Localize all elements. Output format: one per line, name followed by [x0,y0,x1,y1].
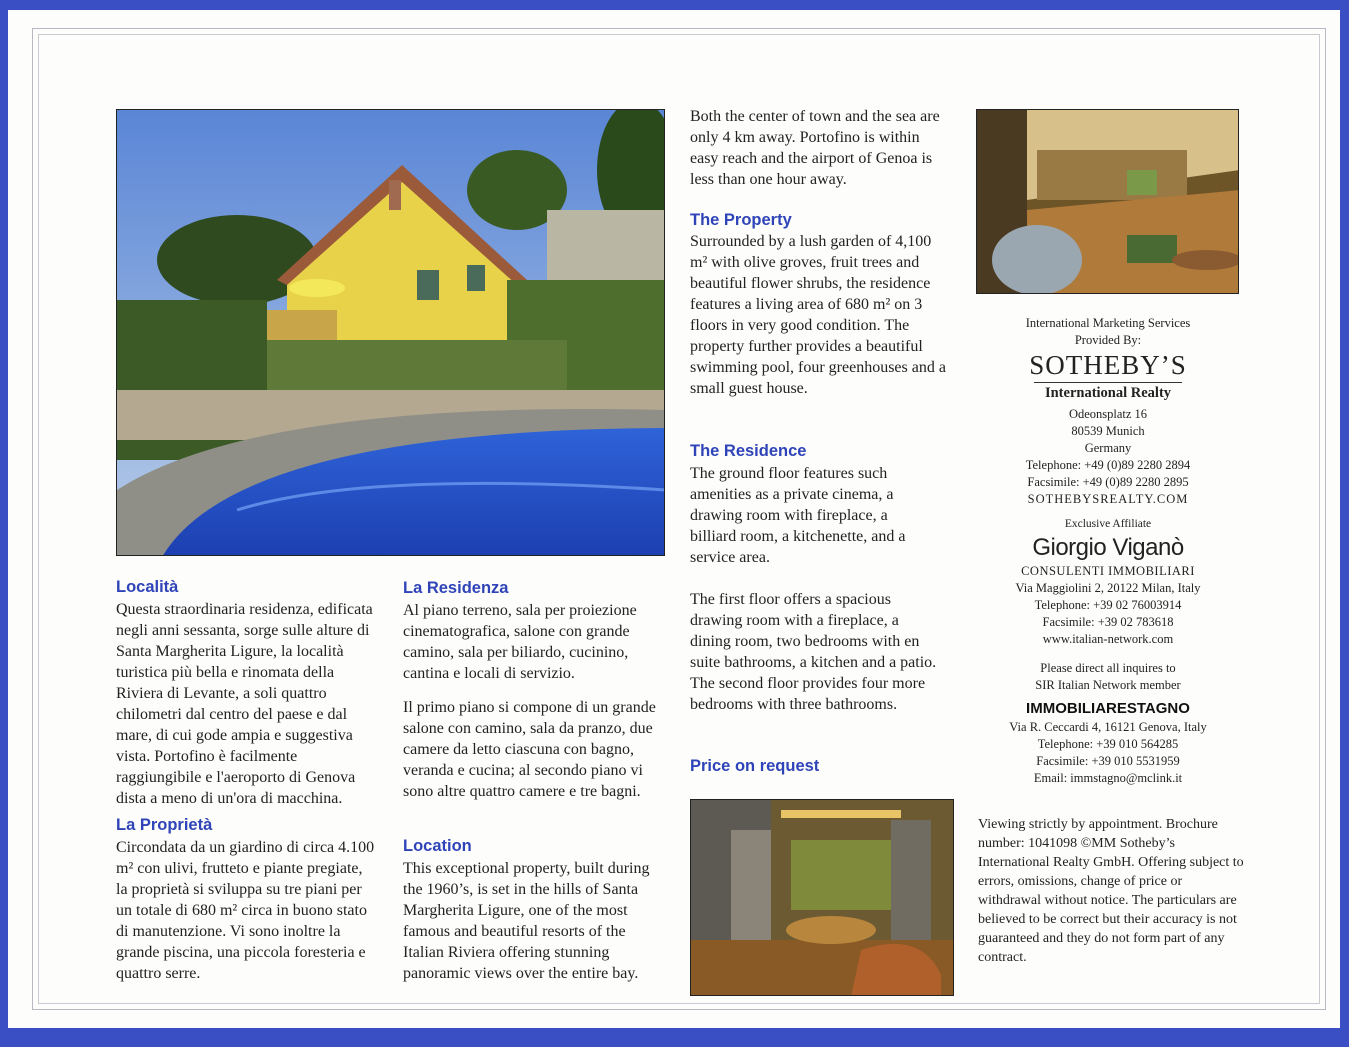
interior-photo [976,109,1239,294]
website-link[interactable]: SOTHEBYSREALTY.COM [1027,492,1189,506]
la-residenza-p1: Al piano terreno, sala per proiezione cinematografica, salone con grande camino, sala per biliardo, cucinino, cantina e locali di servizio. [403,602,637,682]
giorgio-telephone: Telephone: +39 02 76003914 [1034,598,1182,612]
ims-line1: International Marketing Services [1025,316,1191,330]
address-line3: Germany [1084,441,1132,455]
living-room-photo [690,799,954,996]
telephone: Telephone: +49 (0)89 2280 2894 [1025,458,1191,472]
sothebys-logo: SOTHEBY’S [1029,350,1187,380]
brochure-page [8,10,1340,1028]
direct-inquiries-line1: Please direct all inquires to [1040,661,1176,675]
giorgio-website-link[interactable]: www.italian-network.com [1042,632,1174,646]
la-residenza-heading: La Residenza [403,579,509,597]
affiliate-label: Exclusive Affiliate [1064,518,1152,530]
stagno-telephone: Telephone: +39 010 564285 [1037,737,1179,751]
stagno-facsimile: Facsimile: +39 010 5531959 [1036,754,1180,768]
immobiliarestagno-logo: IMMOBILIARESTAGNO [1026,700,1190,717]
giorgio-address: Via Maggiolini 2, 20122 Milan, Italy [1015,581,1201,595]
la-proprieta-text: Circondata da un giardino di circa 4.100 m² con ulivi, frutteto e piante pregiate, la proprietà si sviluppa su tre piani per un totale di 680 m² circa in buono stato di manutenzione. Vi sono inoltre la grande piscina, una piccola foresteria e quattro serre. [116,839,375,982]
location-text: This exceptional property, built during the 1960’s, is set in the hills of Santa Margherita Ligure, one of the most famous and beautiful resorts of the Italian Riviera offering stunning panoramic views over the entire bay. [403,860,650,982]
the-residence-heading: The Residence [690,442,807,460]
address-line2: 80539 Munich [1071,424,1145,438]
location-heading: Location [403,837,472,855]
international-realty: International Realty [1044,385,1172,401]
price-on-request: Price on request [690,757,820,775]
giorgio-vigano-logo: Giorgio Viganò [1032,534,1184,561]
la-residenza-p2: Il primo piano si compone di un grande salone con camino, sala da pranzo, due camere da letto ciascuna con bagno, veranda e cucina; al secondo piano vi sono altre quattro camere e tre bagni. [403,699,656,800]
stagno-email-link[interactable]: Email: immstagno@mclink.it [1033,771,1183,785]
direct-inquiries-line2: SIR Italian Network member [1035,678,1181,692]
villa-pool-photo [116,109,665,556]
giorgio-facsimile: Facsimile: +39 02 783618 [1042,615,1174,629]
ims-line2: Provided By: [1074,333,1142,347]
la-proprieta-heading: La Proprietà [116,816,213,834]
the-residence-p2: The first floor offers a spacious drawing room with a fireplace, a dining room, two bedrooms with en suite bathrooms, a kitchen and a patio. The second floor provides four more bedrooms with three bathrooms. [690,591,937,713]
address-line1: Odeonsplatz 16 [1068,407,1148,421]
localita-text: Questa straordinaria residenza, edificata negli anni sessanta, sorge sulle alture di Santa Margherita Ligure, la località turistica più bella e rinomata della Riviera di Levante, a soli quattro chilometri dal centro del paese e dal mare, di cui gode ampia e suggestiva vista. Portofino è facilmente raggiungibile e l'aeroporto di Genova dista a meno di un'ora di macchina. [116,601,373,807]
facsimile: Facsimile: +49 (0)89 2280 2895 [1027,475,1189,489]
the-property-heading: The Property [690,211,792,229]
intro-text: Both the center of town and the sea are only 4 km away. Portofino is within easy reach and the airport of Genoa is less than one hour away. [690,108,940,188]
disclaimer-text: Viewing strictly by appointment. Brochure number: 1041098 ©MM Sotheby’s International Realty GmbH. Offering subject to errors, omissions, change of price or withdrawal without notice. The particulars are believed to be correct but their accuracy is not guaranteed and they do not form part of any contract. [978,817,1244,965]
the-property-text: Surrounded by a lush garden of 4,100 m² with olive groves, fruit trees and beautiful flower shrubs, the residence features a living area of 680 m² on 3 floors in very good condition. The property further provides a beautiful swimming pool, four greenhouses and a small guest house. [690,233,946,397]
localita-heading: Località [116,578,179,596]
stagno-address: Via R. Ceccardi 4, 16121 Genova, Italy [1009,720,1207,734]
consulenti-immobiliari: CONSULENTI IMMOBILIARI [1021,564,1195,578]
the-residence-p1: The ground floor features such amenities as a private cinema, a drawing room with fireplace, a billiard room, a kitchenette, and a service area. [690,465,906,566]
contact-block [978,315,1238,787]
